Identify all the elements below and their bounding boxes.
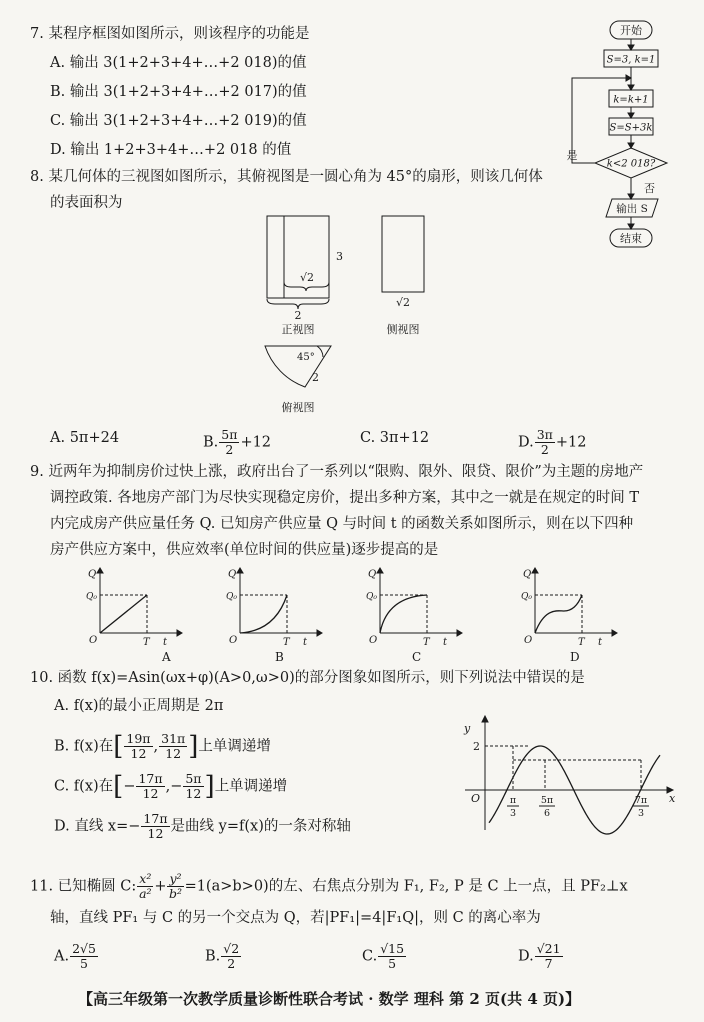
q9-graph-d (520, 565, 640, 665)
q9-graph-c (365, 565, 485, 665)
front-width-brace (267, 299, 329, 309)
q11-option-d: D. $\frac{√21}{7}$ (518, 941, 561, 971)
q9-graph-b (225, 565, 345, 665)
q8-option-d: D. $\frac{3\pi}{2}$ +12 (518, 427, 587, 457)
graph-c-label: C (412, 650, 422, 664)
svg-text:3: 3 (509, 808, 517, 819)
q11-option-a: A. $\frac{2√5}{5}$ (54, 941, 96, 971)
q9-line4: 房产供应方案中，供应效率(单位时间的供应量)逐步提高的是 (50, 542, 439, 558)
graph-a-curve (100, 595, 147, 633)
q7-stem: 7. 某程序框图如图所示，则该程序的功能是 (30, 26, 310, 42)
q9-line3: 内完成房产供应量任务 Q. 已知房产供应量 Q 与时间 t 的函数关系如图所示，则在以下四种 (50, 516, 634, 532)
q10-option-c: C. f(x)在[− $\frac{17\pi}{12}$ ,− $\frac{5\pi}{12}$ ]上单调递增 (54, 771, 288, 802)
q10-option-b: B. f(x)在[ $\frac{19\pi}{12}$ , $\frac{31\pi}{12}$ ]上单调递增 (54, 731, 271, 762)
q11-line2: 轴，直线 PF₁ 与 C 的另一个交点为 Q，若|PF₁|=4|F₁Q|，则 C 的离心率为 (50, 910, 541, 926)
q8-option-c: C. 3π+12 (360, 430, 430, 446)
svg-text:T: T (143, 637, 150, 648)
q7-option-c: C. 输出 3(1+2+3+4+…+2 019)的值 (50, 113, 307, 129)
svg-text:5π: 5π (540, 795, 554, 806)
svg-text:7π: 7π (634, 795, 648, 806)
top-view-radius: 2 (312, 371, 319, 384)
svg-text:Q: Q (228, 569, 237, 580)
flow-end-text: 结束 (620, 232, 642, 245)
graph-d-label: D (570, 650, 580, 664)
q10-sine-graph (455, 710, 685, 835)
flow-no-label: 否 (644, 182, 655, 195)
q11-line1: 11. 已知椭圆 C: $\frac{\text{x²}}{\text{a²}}$ + $\frac{\text{y²}}{\text{b²}}$ =1(a>b>0)的左、右焦点分别为 F₁, F₂, P 是 C 上一点，且 PF₂⊥x (30, 871, 628, 901)
q8-stem-line1: 8. 某几何体的三视图如图所示，其俯视图是一圆心角为 45°的扇形，则该几何体 (30, 169, 543, 185)
svg-text:y: y (464, 722, 471, 735)
q7-option-d: D. 输出 1+2+3+4+…+2 018 的值 (50, 142, 292, 158)
svg-text:2: 2 (473, 740, 480, 753)
front-view-label: 正视图 (281, 323, 315, 336)
front-view-outline (267, 216, 329, 298)
graph-a-label: A (162, 650, 171, 664)
q11-option-b: B. $\frac{√2}{2}$ (205, 941, 240, 971)
q10-option-a: A. f(x)的最小正周期是 2π (54, 698, 224, 714)
svg-text:O: O (369, 635, 378, 646)
q10-stem: 10. 函数 f(x)=Asin(ωx+φ)(A>0,ω>0)的部分图象如图所示，则下列说法中错误的是 (30, 670, 585, 686)
svg-text:O: O (524, 635, 533, 646)
graph-b-label: B (275, 650, 284, 664)
side-view-label: 侧视图 (386, 323, 420, 336)
svg-text:Q₀: Q₀ (366, 592, 377, 602)
q8-option-a: A. 5π+24 (50, 430, 120, 446)
flow-cond-text: k<2 018? (606, 158, 656, 170)
q10-option-d: D. 直线 x=− $\frac{17\pi}{12}$ 是曲线 y=f(x)的一条对称轴 (54, 811, 351, 841)
q7-flowchart (560, 15, 685, 255)
svg-text:Q₀: Q₀ (86, 592, 97, 602)
flow-step1-text: k=k+1 (613, 94, 649, 106)
svg-text:Q: Q (523, 569, 532, 580)
svg-text:Q₀: Q₀ (226, 592, 237, 602)
q9-line1: 9. 近两年为抑制房价过快上涨，政府出台了一系列以“限购、限外、限贷、限价”为主题的房地产 (30, 464, 644, 480)
svg-text:O: O (471, 792, 481, 805)
svg-text:t: t (443, 637, 448, 648)
svg-text:O: O (89, 635, 98, 646)
flow-step2-text: S=S+3k (609, 122, 653, 134)
side-view-outline (382, 216, 424, 292)
q9-graph-a (85, 565, 205, 665)
q8-stem-line2: 的表面积为 (50, 195, 123, 211)
q9-line2: 调控政策. 各地房产部门为尽快实现稳定房价，提出多种方案，其中之一就是在规定的时间 T (50, 490, 639, 506)
top-view-angle: 45° (297, 352, 315, 363)
svg-text:x: x (669, 792, 676, 805)
svg-text:3: 3 (637, 808, 645, 819)
front-sqrt2-dim: √2 (299, 271, 315, 284)
svg-text:6: 6 (543, 808, 551, 819)
graph-d-curve (535, 595, 582, 633)
top-view-label: 俯视图 (281, 401, 315, 414)
svg-text:Q: Q (368, 569, 377, 580)
svg-text:Q: Q (88, 569, 97, 580)
q8-option-b: B. $\frac{5\pi}{2}$ +12 (203, 427, 272, 457)
flow-yes-label: 是 (566, 149, 578, 162)
page-footer: 【高三年级第一次教学质量诊断性联合考试 · 数学 理科 第 2 页(共 4 页)】 (78, 990, 581, 1008)
q7-option-a: A. 输出 3(1+2+3+4+…+2 018)的值 (50, 55, 307, 71)
flow-output-text: 输出 S (616, 203, 648, 215)
front-width-dim: 2 (294, 309, 302, 322)
svg-text:Q₀: Q₀ (521, 592, 532, 602)
svg-text:O: O (229, 635, 238, 646)
svg-text:t: t (598, 637, 603, 648)
q8-three-views (255, 208, 455, 418)
graph-b-curve (240, 595, 287, 633)
svg-text:T: T (578, 637, 585, 648)
svg-text:π: π (509, 795, 517, 806)
flow-start-text: 开始 (620, 24, 642, 37)
svg-text:T: T (423, 637, 430, 648)
flow-init-text: S=3, k=1 (606, 54, 656, 66)
svg-text:t: t (163, 637, 168, 648)
svg-text:T: T (283, 637, 290, 648)
q7-option-b: B. 输出 3(1+2+3+4+…+2 017)的值 (50, 84, 307, 100)
q11-option-c: C. $\frac{√15}{5}$ (362, 941, 405, 971)
side-sqrt2-dim: √2 (395, 296, 411, 309)
front-height-dim: 3 (336, 250, 343, 263)
svg-text:t: t (303, 637, 308, 648)
graph-c-curve (380, 595, 427, 633)
